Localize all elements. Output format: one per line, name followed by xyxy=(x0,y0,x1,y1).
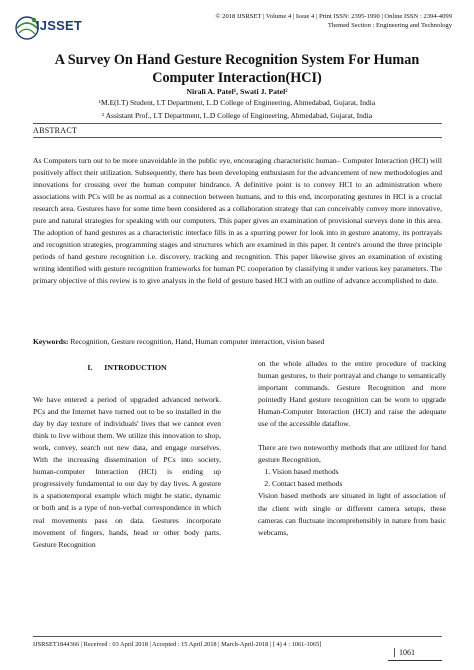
section-heading xyxy=(33,362,221,374)
abstract-heading: ABSTRACT xyxy=(33,126,78,135)
methods-list xyxy=(258,466,446,490)
abstract-top-rule xyxy=(33,123,442,124)
intro-paragraph-continued: on the whole alludes to the entire procedure of tracking human gestures, to their portrayal and change to semantically important commands. Gesture Recognition and more pointedly Hand gesture recognition can be worn to upgrade Human-Computer Interaction (HCI) and raise the adequate use of the accessible dataflow. xyxy=(258,359,446,429)
left-column xyxy=(33,358,221,551)
keywords-label: Keywords: xyxy=(33,337,69,346)
list-item: 2. Contact based methods xyxy=(272,478,446,490)
footer-citation: IJSRSET1844366 | Received : 03 April 2018 | Accepted : 15 April 2018 | March-April-2018 | [ 4) 4 : 1061-1065] xyxy=(33,641,322,648)
journal-header xyxy=(152,12,452,30)
intro-paragraph: We have entered a period of upgraded advanced network. PCs and the Internet have turned out to be so installed in the day by day texture of individuals' lives that we cannot even think to live without them. We utilize this innovation to shop, work, convey, search out new data, and engage ourselves. With the increasing dissemination of PCs into society, human-computer Interaction (HCI) is ending up progressively fundamental to our day by day lives. A gesture is a spatiotemporal example which might be static, dynamic or both and is a type of non-verbal correspondence in which real movements pass on data. Gestures incorporate movement of fingers, hands, head or other body parts. Gesture Recognition xyxy=(33,395,221,549)
affiliation-2: ² Assistant Prof., I.T Department, L.D College of Engineering, Ahmedabad, Gujarat, India xyxy=(101,111,373,120)
title-line-2: Computer Interaction(HCI) xyxy=(152,70,322,86)
vision-methods-paragraph: Vision based methods are situated in light of association of the client with single or different camera setups, these cameras can fluctuate incomprehensibly in nature from basic webcams, xyxy=(258,491,446,537)
affiliation-1: ¹M.E(I.T) Student, I.T Department, L.D College of Engineering, Ahmedabad, Gujarat, India xyxy=(98,98,376,107)
issn-line: © 2018 IJSRSET | Volume 4 | Issue 4 | Print ISSN: 2395-1990 | Online ISSN : 2394-4099 xyxy=(215,13,452,20)
paper-title xyxy=(20,51,454,87)
journal-logo xyxy=(14,12,84,44)
keywords xyxy=(33,337,442,346)
abstract-heading-rule xyxy=(33,137,442,138)
page-number: 1061 xyxy=(394,648,419,657)
logo-text: IJSSET xyxy=(36,18,82,33)
keywords-text: Recognition, Gesture recognition, Hand, Human computer interaction, vision based xyxy=(68,337,325,346)
abstract-text: As Computers turn out to be more unavoidable in the public eye, encouraging characteristic human– Computer Interaction (HCI) will positively affect their utilization. Subsequently, there has been developing enthusiasm for the advancement of new methodologies and innovations for crossing over the human computer hindrance. A definitive point is to convey HCI to an administration where associations with PCs will be as normal as a connection between humans, and to this end, incorporating gestures in HCI is a crucial research area. Gestures have for some time been considered as a collaboration strategy that can conceivably convey more innovative, pure and natural strategies for speaking with our computers. This paper gives an examination of provisional surveys done in this area. The adoption of hand gestures as a characteristic interface fills in as a spurring power for look into in gesture anatomy, its portrayals and recognition strategies, programming stages and structures which are examined in this paper. It centre's around the three principle periods of hand gesture recognition i.e. discovery, tracking and recognition. This paper likewise gives an examination of existing writing identified with gesture recognition frameworks for human PC cooperation by classifying it under various key parameters. The primary objective of this review is to give analysts in the field of gesture based HCI with an outline of advance accomplished to date. xyxy=(33,156,442,286)
authors: Nirali A. Patel¹, Swati J. Patel² xyxy=(186,87,288,96)
title-line-1: A Survey On Hand Gesture Recognition System For Human xyxy=(54,52,420,68)
methods-intro: There are two noteworthy methods that are utilized for hand gesture Recognition, xyxy=(258,443,446,465)
themed-section-line: Themed Section : Engineering and Technology xyxy=(327,22,452,29)
page-number-rule xyxy=(388,660,442,661)
right-column xyxy=(258,358,446,539)
section-title: INTRODUCTION xyxy=(104,363,167,372)
footer-rule xyxy=(33,636,442,637)
list-item: 1. Vision based methods xyxy=(272,466,446,478)
section-number: I. xyxy=(87,363,93,372)
